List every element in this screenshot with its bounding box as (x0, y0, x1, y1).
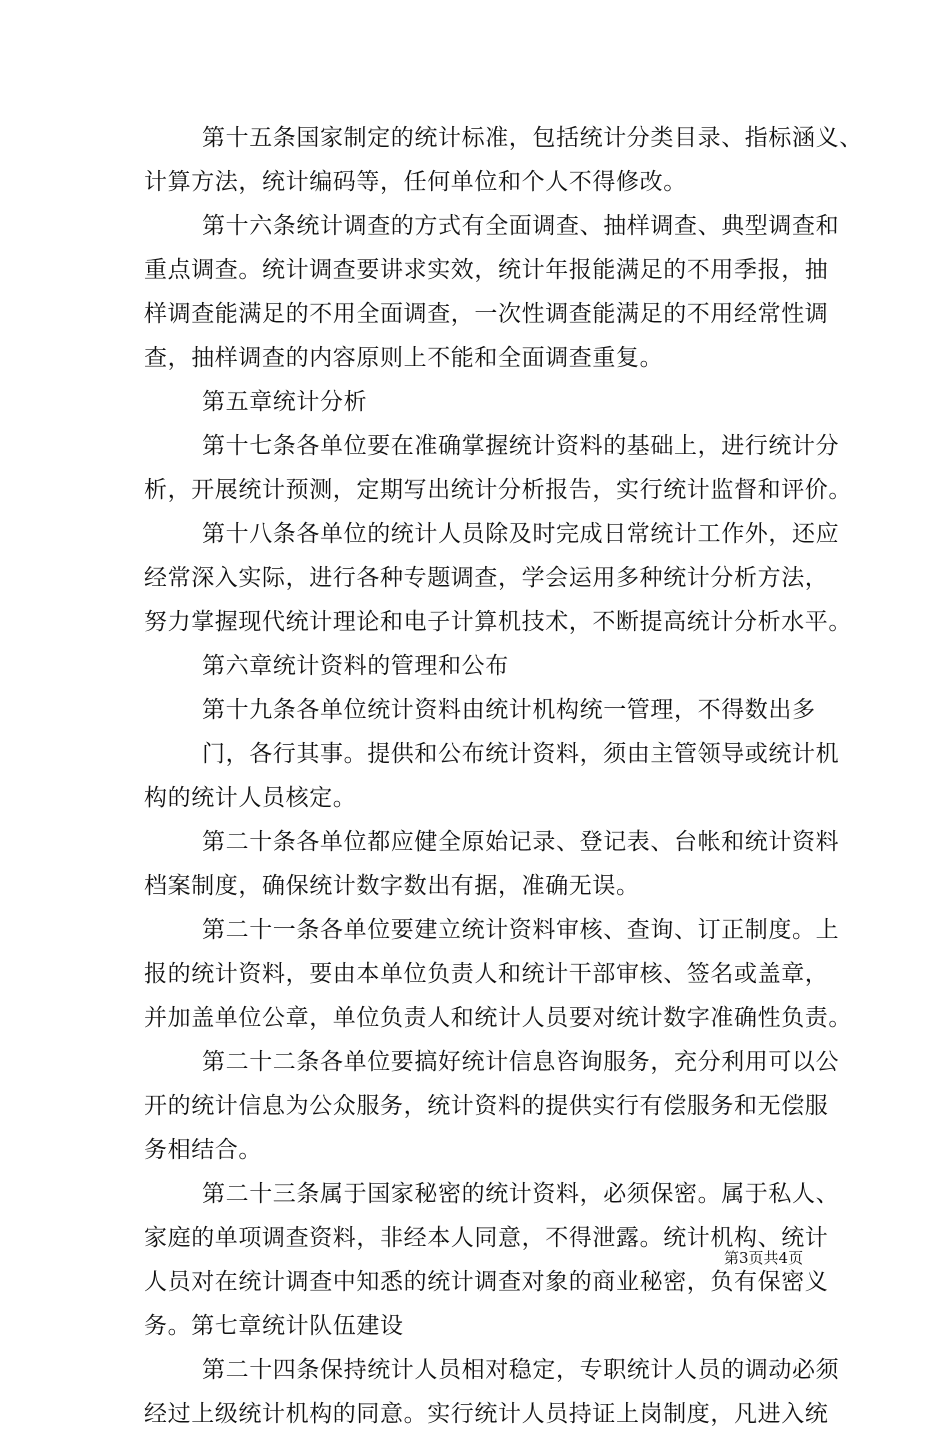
text-line: 经过上级统计机构的同意。实行统计人员持证上岗制度，凡进入统 (144, 1401, 829, 1427)
text-line: 第二十二条各单位要搞好统计信息咨询服务，充分利用可以公 (202, 1049, 840, 1075)
text-line: 人员对在统计调查中知悉的统计调查对象的商业秘密，负有保密义 (144, 1269, 829, 1295)
text-line: 第十七条各单位要在准确掌握统计资料的基础上，进行统计分 (202, 433, 840, 459)
text-line: 第二十一条各单位要建立统计资料审核、查询、订正制度。上 (202, 917, 840, 943)
text-line: 第十六条统计调查的方式有全面调查、抽样调查、典型调查和 (202, 213, 840, 239)
text-line: 样调查能满足的不用全面调查，一次性调查能满足的不用经常性调 (144, 301, 829, 327)
text-line: 第十九条各单位统计资料由统计机构统一管理，不得数出多 (202, 697, 816, 723)
page-number: 第3页共4页 (724, 1249, 804, 1267)
text-line: 第二十条各单位都应健全原始记录、登记表、台帐和统计资料 (202, 829, 840, 855)
text-line: 析，开展统计预测，定期写出统计分析报告，实行统计监督和评价。 (144, 477, 852, 503)
text-line: 第二十三条属于国家秘密的统计资料，必须保密。属于私人、 (202, 1181, 840, 1207)
text-line: 务相结合。 (144, 1137, 262, 1163)
text-line: 并加盖单位公章，单位负责人和统计人员要对统计数字准确性负责。 (144, 1005, 852, 1031)
text-line: 计算方法，统计编码等，任何单位和个人不得修改。 (144, 169, 687, 195)
text-line: 第十五条国家制定的统计标准，包括统计分类目录、指标涵义、 (202, 125, 863, 151)
text-line: 第二十四条保持统计人员相对稳定，专职统计人员的调动必须 (202, 1357, 840, 1383)
text-line: 开的统计信息为公众服务，统计资料的提供实行有偿服务和无偿服 (144, 1093, 829, 1119)
text-line: 报的统计资料，要由本单位负责人和统计干部审核、签名或盖章， (144, 961, 829, 987)
text-line: 重点调查。统计调查要讲求实效，统计年报能满足的不用季报，抽 (144, 257, 829, 283)
text-line: 家庭的单项调查资料，非经本人同意，不得泄露。统计机构、统计 (144, 1225, 829, 1251)
text-line: 务。第七章统计队伍建设 (144, 1313, 404, 1339)
text-line: 第十八条各单位的统计人员除及时完成日常统计工作外，还应 (202, 521, 840, 547)
text-line: 构的统计人员核定。 (144, 785, 357, 811)
text-line: 查，抽样调查的内容原则上不能和全面调查重复。 (144, 345, 664, 371)
chapter-heading: 第六章统计资料的管理和公布 (202, 653, 509, 679)
text-line: 档案制度，确保统计数字数出有据，准确无误。 (144, 873, 640, 899)
text-line: 经常深入实际，进行各种专题调查，学会运用多种统计分析方法， (144, 565, 829, 591)
chapter-heading: 第五章统计分析 (202, 389, 368, 415)
text-line: 门，各行其事。提供和公布统计资料，须由主管领导或统计机 (202, 741, 840, 767)
text-line: 努力掌握现代统计理论和电子计算机技术，不断提高统计分析水平。 (144, 609, 852, 635)
